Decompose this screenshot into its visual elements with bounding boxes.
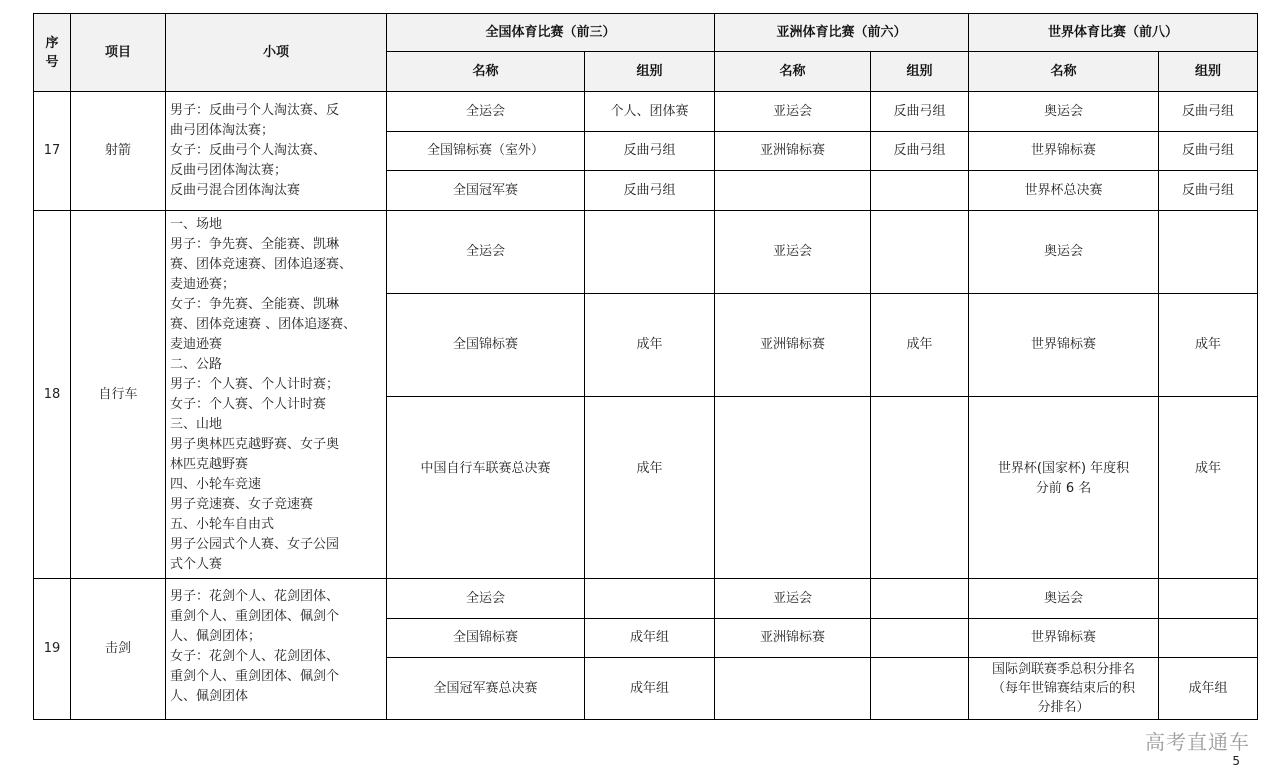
subitem-line: 四、小轮车竞速 (170, 476, 262, 492)
header-subitem: 小项 (166, 14, 387, 92)
asian-name (715, 658, 871, 720)
subitem-line: 麦迪逊赛； (170, 276, 236, 292)
world-group: 成年 (1159, 294, 1258, 397)
asian-name: 亚洲锦标赛 (715, 619, 871, 658)
national-name: 全国锦标赛（室外） (387, 132, 585, 171)
subitem-line: 二、公路 (170, 356, 223, 372)
world-group: 成年 (1159, 397, 1258, 579)
row-seq: 19 (34, 579, 71, 720)
national-group (585, 579, 715, 619)
world-name-line: 世界杯(国家杯) 年度积 (997, 461, 1130, 476)
subitem-line: 男子：个人赛、个人计时赛； (170, 376, 340, 392)
national-group: 成年 (585, 294, 715, 397)
national-name: 全运会 (387, 92, 585, 132)
sports-competition-table (33, 13, 1258, 720)
world-name-line: 分前 6 名 (1035, 481, 1092, 496)
header-item: 项目 (71, 14, 166, 92)
header-asian-group: 组别 (871, 52, 969, 92)
asian-name (715, 397, 871, 579)
subitem-line: 麦迪逊赛 (170, 336, 223, 352)
subitem-line: 男子：反曲弓个人淘汰赛、反 (170, 103, 340, 118)
row-seq: 18 (34, 211, 71, 579)
header-row-1 (34, 14, 1258, 52)
subitem-line: 林匹克越野赛 (170, 456, 249, 472)
table-row (34, 211, 1258, 294)
national-name: 中国自行车联赛总决赛 (387, 397, 585, 579)
asian-group (871, 619, 969, 658)
subitem-line: 反曲弓混合团体淘汰赛 (170, 183, 301, 198)
world-group: 反曲弓组 (1159, 92, 1258, 132)
subitem-line: 女子：反曲弓个人淘汰赛、 (170, 143, 327, 158)
national-group: 成年组 (585, 658, 715, 720)
national-name: 全国锦标赛 (387, 619, 585, 658)
subitem-line: 三、山地 (170, 416, 223, 432)
page-number: 5 (1232, 754, 1240, 768)
world-group: 反曲弓组 (1159, 171, 1258, 211)
header-national-name: 名称 (387, 52, 585, 92)
subitem-line: 赛、团体竞速赛 、团体追逐赛、 (170, 316, 357, 332)
national-group: 反曲弓组 (585, 132, 715, 171)
subitem-line: 女子：花剑个人、花剑团体、 (170, 649, 340, 664)
national-name: 全国冠军赛总决赛 (387, 658, 585, 720)
national-group: 成年 (585, 397, 715, 579)
world-name (969, 397, 1159, 579)
asian-name: 亚运会 (715, 579, 871, 619)
table-row (34, 92, 1258, 132)
world-name-line: （每年世锦赛结束后的积 (992, 681, 1136, 696)
header-world: 世界体育比赛（前八） (969, 14, 1258, 52)
national-group: 成年组 (585, 619, 715, 658)
world-name: 世界锦标赛 (969, 619, 1159, 658)
asian-name: 亚洲锦标赛 (715, 132, 871, 171)
subitem-line: 女子：个人赛、个人计时赛 (170, 396, 327, 412)
asian-name: 亚洲锦标赛 (715, 294, 871, 397)
world-group (1159, 579, 1258, 619)
world-name-line: 国际剑联赛季总积分排名 (992, 662, 1136, 677)
world-name: 奥运会 (969, 579, 1159, 619)
table-row (34, 579, 1258, 619)
row-subitems (166, 92, 387, 211)
national-group: 反曲弓组 (585, 171, 715, 211)
header-asian-name: 名称 (715, 52, 871, 92)
asian-group (871, 579, 969, 619)
header-world-group: 组别 (1159, 52, 1258, 92)
national-name: 全运会 (387, 211, 585, 294)
subitem-line: 男子奥林匹克越野赛、女子奥 (170, 436, 340, 452)
asian-group (871, 658, 969, 720)
row-subitems (166, 211, 387, 579)
watermark-text: 高考直通车 (1145, 730, 1250, 754)
national-name: 全国锦标赛 (387, 294, 585, 397)
subitem-line: 男子公园式个人赛、女子公园 (170, 536, 340, 552)
subitem-line: 曲弓团体淘汰赛； (170, 123, 275, 138)
asian-group (871, 171, 969, 211)
world-name (969, 658, 1159, 720)
subitem-line: 重剑个人、重剑团体、佩剑个 (170, 609, 340, 624)
subitem-line: 男子：争先赛、全能赛、凯琳 (170, 236, 340, 252)
world-group (1159, 619, 1258, 658)
subitem-line: 女子：争先赛、全能赛、凯琳 (170, 296, 340, 312)
national-group (585, 211, 715, 294)
national-name: 全运会 (387, 579, 585, 619)
subitem-line: 式个人赛 (170, 556, 223, 572)
header-world-name: 名称 (969, 52, 1159, 92)
header-seq-char: 序 (45, 35, 59, 51)
asian-group (871, 211, 969, 294)
world-name: 世界锦标赛 (969, 294, 1159, 397)
asian-group (871, 397, 969, 579)
national-group: 个人、团体赛 (585, 92, 715, 132)
header-seq-char: 号 (45, 54, 59, 70)
world-group (1159, 211, 1258, 294)
asian-name: 亚运会 (715, 211, 871, 294)
asian-name (715, 171, 871, 211)
world-name: 世界锦标赛 (969, 132, 1159, 171)
row-item: 击剑 (71, 579, 166, 720)
world-name: 世界杯总决赛 (969, 171, 1159, 211)
row-item: 自行车 (71, 211, 166, 579)
asian-group: 反曲弓组 (871, 92, 969, 132)
world-group: 成年组 (1159, 658, 1258, 720)
asian-group: 反曲弓组 (871, 132, 969, 171)
asian-name: 亚运会 (715, 92, 871, 132)
national-name: 全国冠军赛 (387, 171, 585, 211)
subitem-line: 人、佩剑团体； (170, 629, 262, 644)
row-subitems (166, 579, 387, 720)
subitem-line: 重剑个人、重剑团体、佩剑个 (170, 669, 340, 684)
header-national-group: 组别 (585, 52, 715, 92)
subitem-line: 五、小轮车自由式 (170, 516, 275, 532)
world-name: 奥运会 (969, 211, 1159, 294)
world-name-line: 分排名） (1037, 700, 1090, 715)
asian-group: 成年 (871, 294, 969, 397)
subitem-line: 赛、团体竞速赛、团体追逐赛、 (170, 256, 353, 272)
row-item: 射箭 (71, 92, 166, 211)
row-seq: 17 (34, 92, 71, 211)
world-group: 反曲弓组 (1159, 132, 1258, 171)
header-seq (34, 14, 71, 92)
subitem-line: 人、佩剑团体 (170, 689, 249, 704)
subitem-line: 反曲弓团体淘汰赛； (170, 163, 288, 178)
subitem-line: 男子：花剑个人、花剑团体、 (170, 589, 340, 604)
subitem-line: 一、场地 (170, 216, 223, 232)
header-national: 全国体育比赛（前三） (387, 14, 715, 52)
header-asian: 亚洲体育比赛（前六） (715, 14, 969, 52)
world-name: 奥运会 (969, 92, 1159, 132)
subitem-line: 男子竞速赛、女子竞速赛 (170, 496, 314, 512)
